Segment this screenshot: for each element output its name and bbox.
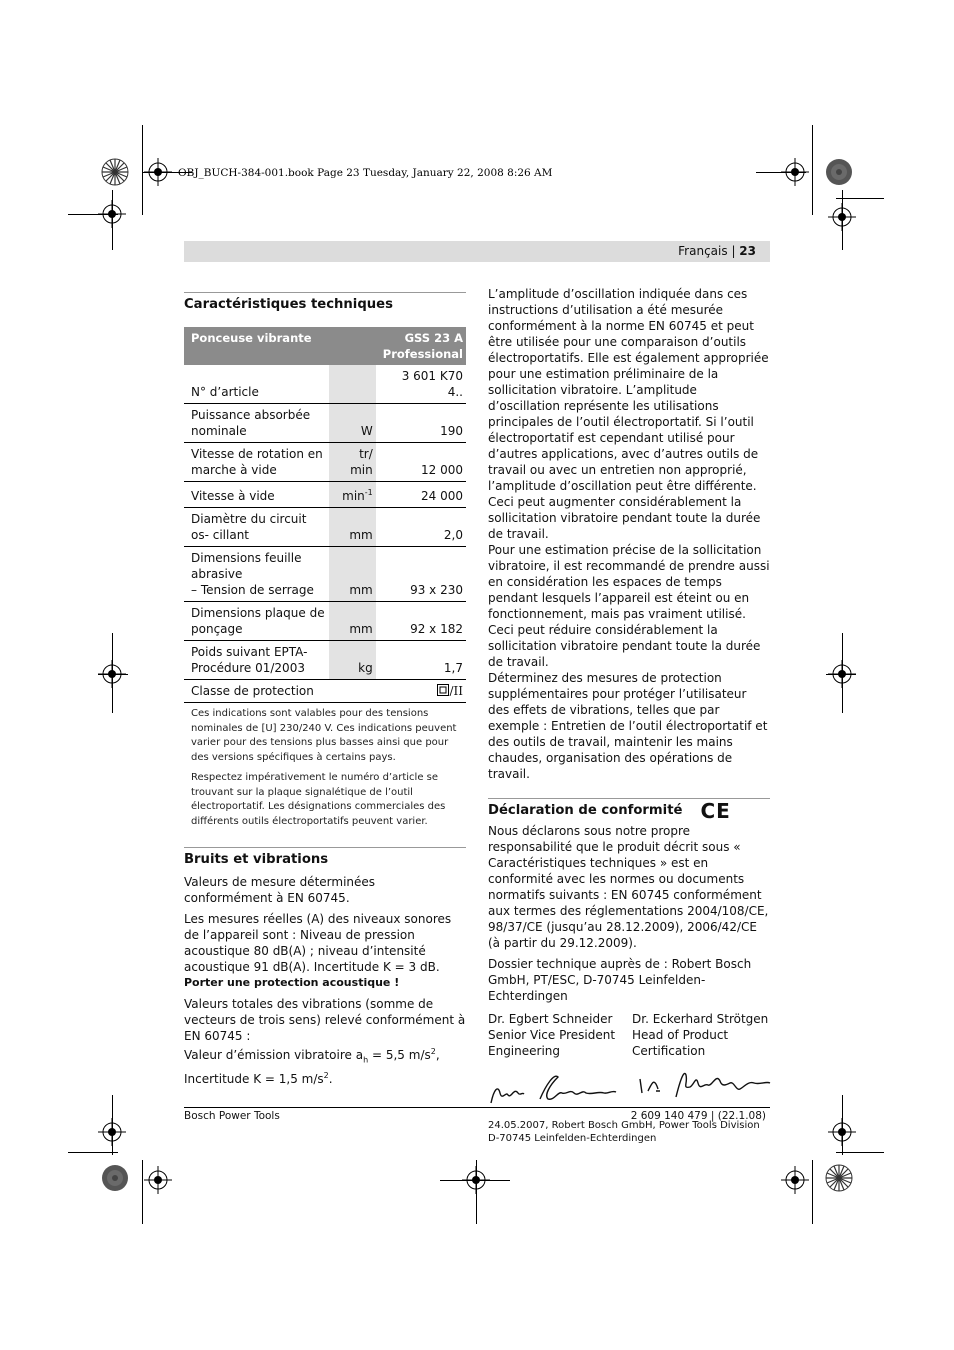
vibration-paragraph-1: Valeurs totales des vibrations (somme de vecteurs de trois sens) relevé conformément à EN 60745 : bbox=[184, 997, 466, 1043]
row-label: Puissance absorbée nominale bbox=[184, 404, 329, 443]
noise-heading: Bruits et vibrations bbox=[184, 847, 466, 868]
registration-crosshair-icon bbox=[828, 660, 856, 688]
oscillation-paragraph-3: Déterminez des mesures de protection supplémentaires pour protéger l’utilisateur des effets de vibrations, telles que par exemple : Entretien de l’outil électroportatif et des outils de travail, maintenir les mains chaudes, organisation des opérations de travail. bbox=[488, 671, 768, 781]
spec-head-label: Ponceuse vibrante bbox=[184, 327, 376, 365]
print-stamp: OBJ_BUCH-384-001.book Page 23 Tuesday, January 22, 2008 8:26 AM bbox=[178, 167, 553, 179]
signer-2-title: Head of Product bbox=[632, 1028, 729, 1042]
table-row bbox=[184, 641, 466, 680]
registration-crosshair-icon bbox=[98, 1118, 126, 1146]
table-row bbox=[184, 365, 466, 404]
page-header bbox=[184, 241, 770, 262]
table-row bbox=[184, 602, 466, 641]
spec-note-article: Respectez impérativement le numéro d’article se trouvant sur la plaque signalétique de l’outil électroportatif. Les désignations commerciales des différents outils électroportatifs peuvent varier. bbox=[191, 772, 446, 827]
row-value bbox=[376, 680, 466, 703]
registration-gray-target-icon bbox=[101, 1164, 129, 1192]
row-unit: tr/ min bbox=[329, 443, 376, 482]
signature-schneider bbox=[488, 1065, 628, 1111]
row-unit bbox=[329, 365, 376, 404]
right-column bbox=[488, 286, 770, 1145]
row-value: 12 000 bbox=[376, 443, 466, 482]
tech-specs-heading: Caractéristiques techniques bbox=[184, 292, 466, 313]
vib-subscript: h bbox=[363, 1055, 369, 1065]
table-row bbox=[184, 443, 466, 482]
row-label bbox=[184, 547, 329, 602]
signer-1-dept: Engineering bbox=[488, 1044, 560, 1058]
signers bbox=[488, 1011, 770, 1059]
oscillation-paragraph-2: Pour une estimation précise de la sollicitation vibratoire, il est recommandé de prendre aussi en considération les espaces de temps pendant lesquels l’appareil est éteint ou en fonctionnement, mais pas vraiment utilisé. Ceci peut réduire considérablement la sollicitation vibratoire pendant toute la durée de travail. bbox=[488, 543, 770, 669]
registration-crosshair-icon bbox=[98, 660, 126, 688]
footer-right: 2 609 140 479 | (22.1.08) bbox=[630, 1110, 766, 1122]
spec-table bbox=[184, 327, 466, 703]
row-value: 93 x 230 bbox=[376, 547, 466, 602]
noise-paragraph-1: Valeurs de mesure déterminées conformément à EN 60745. bbox=[184, 875, 376, 905]
unit-exponent: -1 bbox=[364, 488, 373, 497]
row-unit: mm bbox=[329, 602, 376, 641]
signer-2-dept: Certification bbox=[632, 1044, 706, 1058]
row-unit: W bbox=[329, 404, 376, 443]
table-row bbox=[184, 404, 466, 443]
row-label: Diamètre du circuit os- cillant bbox=[184, 508, 329, 547]
unit-text: min bbox=[342, 489, 365, 503]
row-label-sub: – Tension de serrage bbox=[191, 583, 314, 597]
noise-paragraph-2: Les mesures réelles (A) des niveaux sonores de l’appareil sont : Niveau de pression acoustique 80 dB(A) ; niveau d’intensité acoustique 91 dB(A). Incertitude K = 3 dB. bbox=[184, 912, 452, 974]
vibration-paragraph-2 bbox=[184, 1044, 466, 1087]
registration-crosshair-icon bbox=[828, 1118, 856, 1146]
date-line-1: 24.05.2007, Robert Bosch GmbH, Power Tools Division bbox=[488, 1120, 760, 1131]
registration-crosshair-icon bbox=[144, 1166, 172, 1194]
protection-class-text: /II bbox=[449, 684, 463, 698]
row-label-main: Dimensions feuille abrasive bbox=[191, 551, 302, 581]
vib-text-d: . bbox=[328, 1072, 333, 1087]
row-unit: kg bbox=[329, 641, 376, 680]
registration-crosshair-icon bbox=[781, 1166, 809, 1194]
signer-1 bbox=[488, 1011, 632, 1059]
declaration-heading bbox=[488, 798, 770, 823]
technical-file-paragraph: Dossier technique auprès de : Robert Bosch GmbH, PT/ESC, D-70745 Leinfelden-Echterdingen bbox=[488, 957, 752, 1003]
header-language: Français bbox=[678, 244, 728, 258]
signer-2 bbox=[632, 1011, 768, 1059]
signer-1-title: Senior Vice President bbox=[488, 1028, 616, 1042]
registration-crosshair-icon bbox=[828, 203, 856, 231]
spec-head-model bbox=[376, 327, 466, 365]
table-row bbox=[184, 680, 466, 703]
vib-text-a: Valeur d’émission vibratoire a bbox=[184, 1048, 364, 1062]
header-separator: | bbox=[727, 244, 740, 258]
page-number: 23 bbox=[739, 244, 756, 258]
registration-crosshair-icon bbox=[98, 200, 126, 228]
row-value: 24 000 bbox=[376, 482, 466, 508]
oscillation-paragraph-1: L’amplitude d’oscillation indiquée dans ces instructions d’utilisation a été mesurée conformément à la norme EN 60745 et peut être utilisée pour une comparaison d’outils électroportatifs. Elle est également appropriée pour une estimation préliminaire de la sollicitation vibratoire. L’amplitude d’oscillation représente les utilisations principales de l’outil électroportatif. Si l’outil électroportatif est cependant utilisé pour d’autres applications, avec d’autres outils de travail ou avec un entretien non approprié, l’amplitude d’oscillation peut être différente. Ceci peut augmenter considérablement la sollicitation vibratoire pendant toute la durée de travail. bbox=[488, 287, 769, 541]
row-label: Poids suivant EPTA-Procédure 01/2003 bbox=[184, 641, 329, 680]
signer-1-name: Dr. Egbert Schneider bbox=[488, 1012, 613, 1026]
registration-starburst-icon bbox=[825, 1164, 853, 1192]
registration-crosshair-icon bbox=[144, 158, 172, 186]
row-value: 2,0 bbox=[376, 508, 466, 547]
row-unit: mm bbox=[329, 547, 376, 602]
row-unit: mm bbox=[329, 508, 376, 547]
registration-starburst-icon bbox=[101, 158, 129, 186]
row-label: Vitesse à vide bbox=[184, 482, 329, 508]
registration-crosshair-icon bbox=[462, 1166, 490, 1194]
signatures bbox=[488, 1065, 770, 1113]
noise-warning: Porter une protection acoustique ! bbox=[184, 976, 400, 989]
registration-crosshair-icon bbox=[781, 158, 809, 186]
row-value: 92 x 182 bbox=[376, 602, 466, 641]
table-row bbox=[184, 508, 466, 547]
row-value: 1,7 bbox=[376, 641, 466, 680]
row-label: N° d’article bbox=[184, 365, 329, 404]
spec-table-header bbox=[184, 327, 466, 365]
row-value: 3 601 K70 4.. bbox=[376, 365, 466, 404]
left-column bbox=[184, 292, 466, 1087]
spec-note-voltage: Ces indications sont valables pour des tensions nominales de [U] 230/240 V. Ces indications peuvent varier pour des tensions plus basses ainsi que pour des versions spécifiques à certains pays. bbox=[191, 708, 457, 763]
signer-2-name: Dr. Eckerhard Strötgen bbox=[632, 1012, 769, 1026]
protection-class-icon bbox=[437, 684, 449, 696]
model-name: GSS 23 A bbox=[404, 331, 463, 345]
registration-gray-target-icon bbox=[825, 158, 853, 186]
row-label: Dimensions plaque de ponçage bbox=[184, 602, 329, 641]
ce-mark-icon: CE bbox=[700, 799, 731, 823]
vib-superscript: 2 bbox=[430, 1047, 436, 1056]
table-row bbox=[184, 482, 466, 508]
row-unit bbox=[329, 482, 376, 508]
vib-superscript-2: 2 bbox=[323, 1071, 329, 1081]
footer-rule bbox=[184, 1107, 770, 1108]
footer-left: Bosch Power Tools bbox=[184, 1110, 280, 1122]
declaration-title: Déclaration de conformité bbox=[488, 803, 683, 818]
model-line2: Professional bbox=[382, 347, 463, 361]
date-line-2: D-70745 Leinfelden-Echterdingen bbox=[488, 1133, 657, 1144]
declaration-paragraph: Nous déclarons sous notre propre responsabilité que le produit décrit sous « Caractéristiques techniques » est en conformité avec les normes ou documents normatifs suivants : EN 60745 conformément aux termes des réglementations 2004/108/CE, 98/37/CE (jusqu’au 28.12.2009), 2006/42/CE (à partir du 29.12.2009). bbox=[488, 824, 769, 950]
row-unit bbox=[329, 680, 376, 703]
row-label: Vitesse de rotation en marche à vide bbox=[184, 443, 329, 482]
signature-stroetgen bbox=[636, 1061, 776, 1107]
signature-place-date bbox=[488, 1119, 770, 1145]
table-row bbox=[184, 547, 466, 602]
vib-text-b: = 5,5 m/s bbox=[368, 1048, 431, 1062]
vib-text-c: , Incertitude K = 1,5 m/s bbox=[184, 1048, 440, 1087]
row-value: 190 bbox=[376, 404, 466, 443]
row-label: Classe de protection bbox=[184, 680, 329, 703]
header-text bbox=[678, 244, 756, 258]
